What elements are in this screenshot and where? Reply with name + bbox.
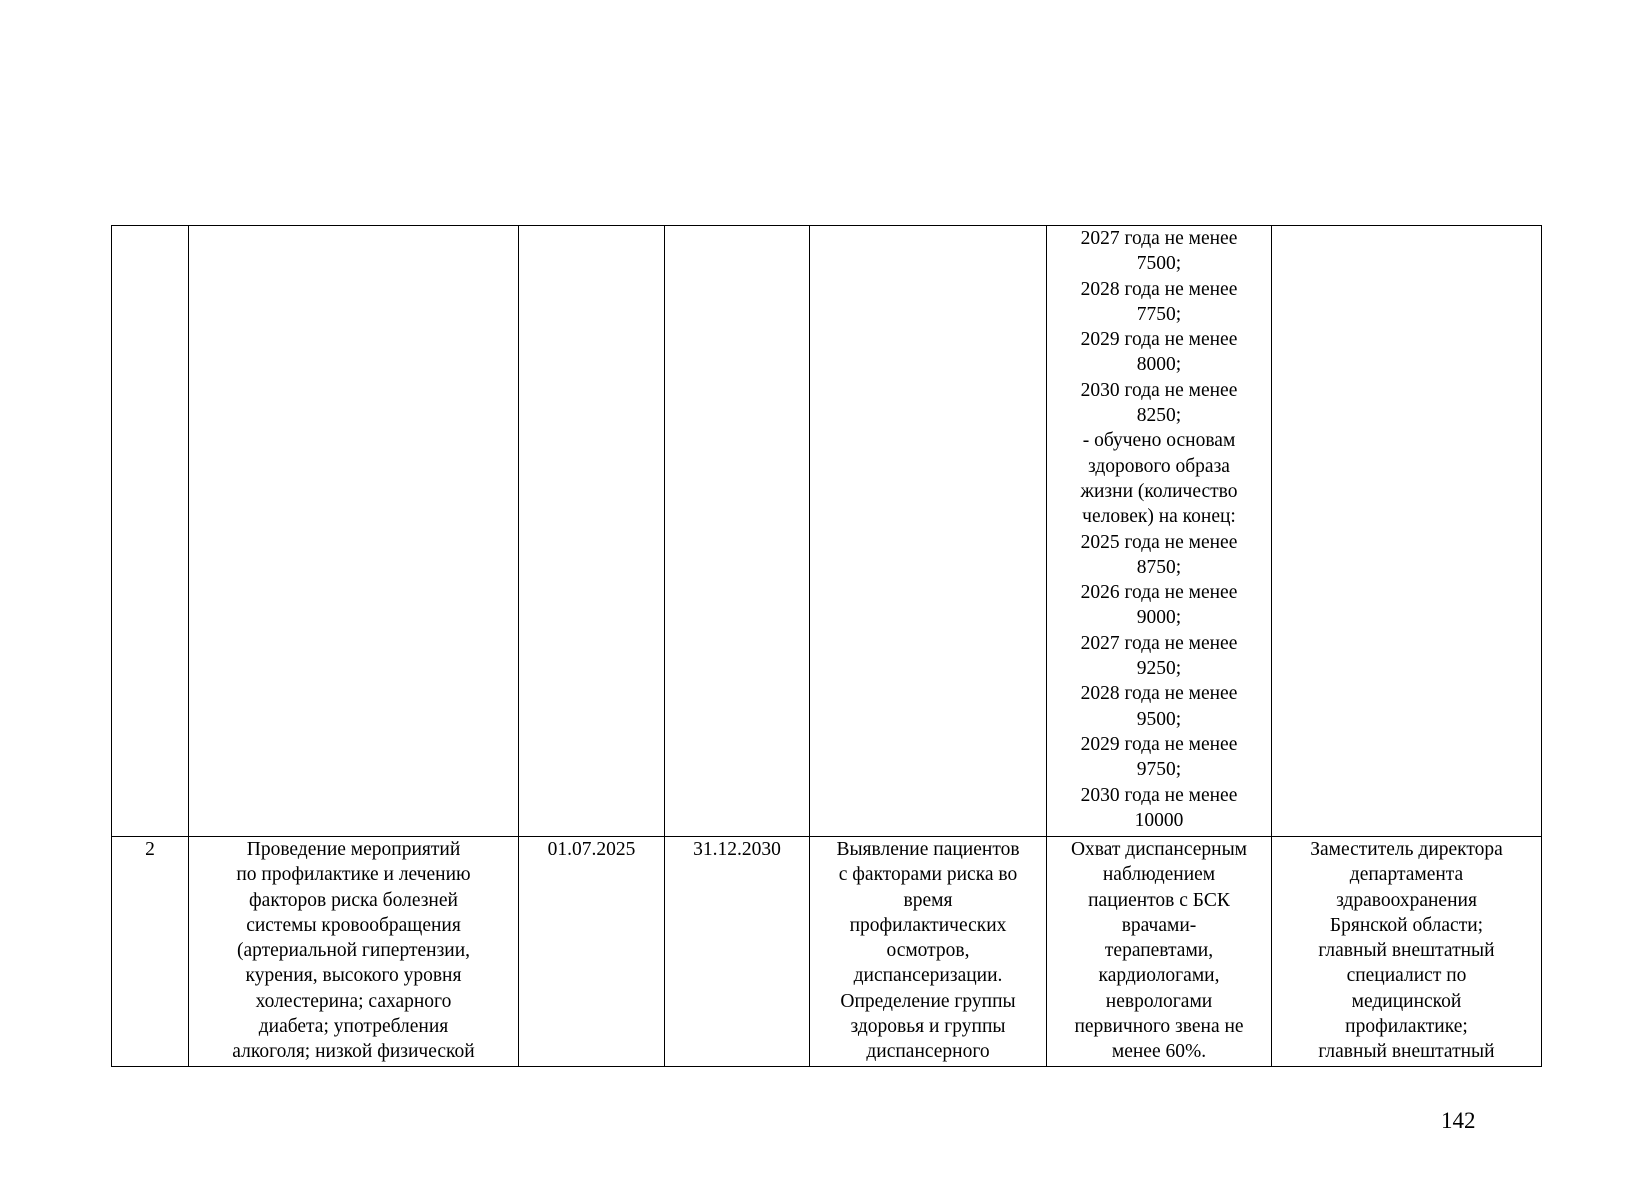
expected-result-cell — [810, 837, 1047, 1067]
text-line: холестерина; сахарного — [255, 990, 452, 1012]
text-line: с факторами риска во — [838, 864, 1018, 886]
activity-text — [192, 837, 515, 1065]
text-line: 2030 года не менее — [1080, 379, 1238, 401]
page-number: 142 — [1441, 1108, 1476, 1133]
text-line: диспансерного — [866, 1041, 990, 1063]
text-line: жизни (количество — [1080, 480, 1238, 502]
responsible-cell — [1272, 226, 1542, 837]
text-line: 2029 года не менее — [1080, 733, 1238, 755]
text-line: 8250; — [1136, 405, 1182, 427]
text-line: 8750; — [1136, 556, 1182, 578]
start-date-cell — [519, 226, 665, 837]
text-line: Определение группы — [840, 990, 1016, 1012]
text-line: профилактических — [849, 914, 1007, 936]
end-date-cell — [665, 226, 810, 837]
text-line: 2027 года не менее — [1080, 632, 1238, 654]
text-line: 9500; — [1136, 708, 1182, 730]
table-row-continued — [112, 226, 1542, 837]
start-date: 01.07.2025 — [547, 839, 636, 860]
text-line: здравоохранения — [1336, 889, 1477, 911]
text-line: Проведение мероприятий — [246, 839, 461, 860]
start-date-cell — [519, 837, 665, 1067]
text-line: 10000 — [1134, 809, 1184, 831]
responsible-text — [1275, 837, 1538, 1065]
text-line: департамента — [1349, 864, 1464, 886]
text-line: неврологами — [1105, 990, 1213, 1012]
text-line: 2025 года не менее — [1080, 531, 1238, 553]
text-line: профилактике; — [1345, 1016, 1468, 1038]
text-line: Охват диспансерным — [1070, 839, 1248, 860]
text-line: 9000; — [1136, 607, 1182, 629]
text-line: главный внештатный — [1318, 1041, 1495, 1063]
text-line: 7500; — [1136, 253, 1182, 275]
end-date-cell — [665, 837, 810, 1067]
indicators-cell — [1047, 837, 1272, 1067]
text-line: время — [903, 889, 953, 911]
text-line: 2028 года не менее — [1080, 683, 1238, 705]
text-line: курения, высокого уровня — [245, 965, 462, 987]
text-line: наблюдением — [1102, 864, 1216, 886]
text-line: пациентов с БСК — [1088, 889, 1230, 911]
row-number: 2 — [145, 839, 155, 860]
indicators-text — [1050, 226, 1268, 833]
row-number-cell — [112, 226, 189, 837]
text-line: специалист по — [1346, 965, 1467, 987]
activity-cell — [189, 226, 519, 837]
text-line: 9750; — [1136, 759, 1182, 781]
text-line: по профилактике и лечению — [236, 864, 471, 886]
expected-result-text — [813, 837, 1043, 1065]
text-line: диспансеризации. — [853, 965, 1003, 987]
text-line: здоровья и группы — [850, 1016, 1006, 1038]
text-line: 2027 года не менее — [1080, 228, 1238, 249]
text-line: факторов риска болезней — [249, 889, 458, 911]
text-line: системы кровообращения — [246, 914, 461, 936]
responsible-cell — [1272, 837, 1542, 1067]
text-line: 8000; — [1136, 354, 1182, 376]
text-line: - обучено основам — [1082, 430, 1236, 452]
text-line: 2029 года не менее — [1080, 329, 1238, 351]
activities-table — [111, 225, 1542, 1067]
text-line: диабета; употребления — [258, 1016, 449, 1038]
text-line: Брянской области; — [1329, 914, 1484, 936]
text-line: 9250; — [1136, 658, 1182, 680]
text-line: первичного звена не — [1074, 1016, 1244, 1038]
text-line: 7750; — [1136, 303, 1182, 325]
indicators-text — [1050, 837, 1268, 1065]
text-line: алкоголя; низкой физической — [232, 1041, 475, 1063]
indicators-cell — [1047, 226, 1272, 837]
text-line: здорового образа — [1088, 455, 1230, 477]
text-line: менее 60%. — [1111, 1041, 1207, 1063]
text-line: осмотров, — [886, 940, 970, 962]
end-date: 31.12.2030 — [693, 839, 781, 860]
text-line: Выявление пациентов — [836, 839, 1020, 860]
row-number-cell — [112, 837, 189, 1067]
text-line: (артериальной гипертензии, — [236, 940, 471, 962]
text-line: медицинской — [1351, 990, 1462, 1012]
text-line: главный внештатный — [1318, 940, 1495, 962]
text-line: 2026 года не менее — [1080, 582, 1238, 604]
text-line: 2030 года не менее — [1080, 784, 1238, 806]
text-line: кардиологами, — [1098, 965, 1220, 987]
text-line: 2028 года не менее — [1080, 278, 1238, 300]
text-line: человек) на конец: — [1082, 506, 1236, 528]
table-row-2 — [112, 837, 1542, 1067]
text-line: врачами- — [1121, 914, 1197, 936]
text-line: терапевтами, — [1104, 940, 1214, 962]
text-line: Заместитель директора — [1310, 839, 1503, 860]
activity-cell — [189, 837, 519, 1067]
expected-result-cell — [810, 226, 1047, 837]
